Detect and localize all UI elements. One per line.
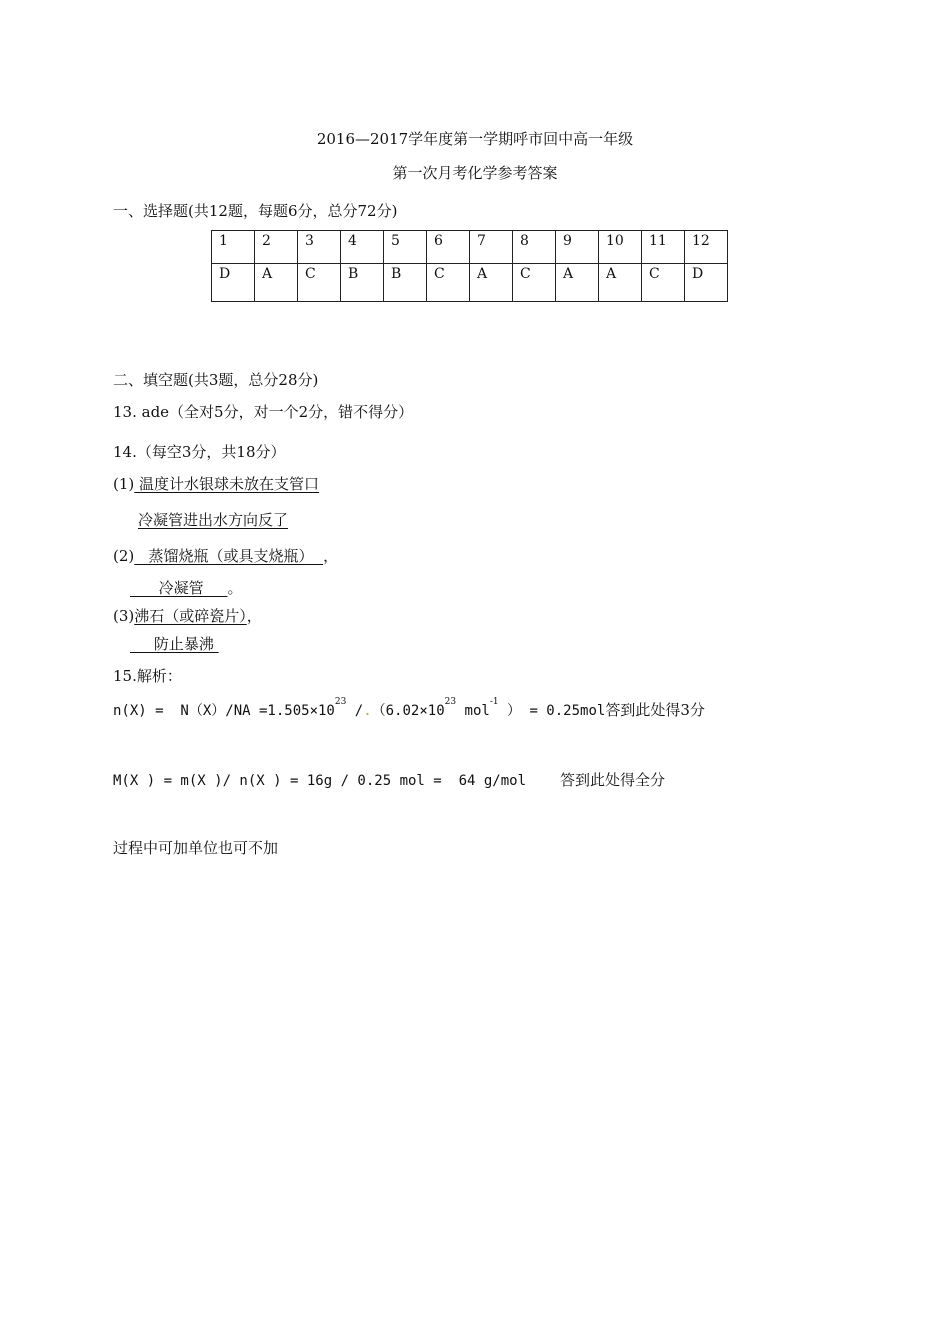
eq1-part4: mol — [456, 703, 490, 719]
eq1-part3: （6.02×10 — [371, 703, 445, 719]
eq1-dot: . — [363, 703, 372, 719]
table-cell: C — [513, 264, 556, 302]
q14-1-answer-b: 冷凝管进出水方向反了 — [138, 511, 289, 529]
table-cell: 4 — [341, 231, 384, 264]
question-15: 15.解析： — [113, 667, 182, 685]
table-cell: 10 — [599, 231, 642, 264]
question-13: 13. ade（全对5分，对一个2分，错不得分） — [113, 403, 414, 421]
table-cell: A — [470, 264, 513, 302]
q14-part-2 — [113, 545, 338, 566]
title-line-1: 2016—2017学年度第一学期呼市回中高一年级 — [316, 130, 634, 148]
table-cell: A — [255, 264, 298, 302]
eq1-part5: ） = 0.25mol — [498, 703, 606, 719]
q14-1-answer-a: 温度计水银球未放在支管口 — [134, 475, 320, 493]
title-line-2: 第一次月考化学参考答案 — [392, 164, 558, 182]
table-cell: 11 — [642, 231, 685, 264]
q14-2-answer-a: 蒸馏烧瓶（或具支烧瓶） — [134, 547, 324, 565]
q14-part-3-b — [130, 633, 219, 654]
eq1-part2: / — [346, 703, 364, 719]
q14-part-3 — [113, 605, 262, 626]
section-2-heading: 二、填空题(共3题，总分28分) — [113, 371, 319, 389]
table-cell: B — [384, 264, 427, 302]
table-cell: 9 — [556, 231, 599, 264]
footer-note: 过程中可加单位也可不加 — [113, 839, 279, 857]
table-cell: C — [298, 264, 341, 302]
table-cell: 6 — [427, 231, 470, 264]
table-row-numbers — [212, 231, 728, 264]
table-cell: 3 — [298, 231, 341, 264]
eq2-note: 答到此处得全分 — [560, 771, 666, 789]
q14-3-answer-b: 防止暴沸 — [130, 635, 219, 653]
table-cell: 7 — [470, 231, 513, 264]
equation-1 — [113, 699, 705, 720]
section-1-heading: 一、选择题(共12题，每题6分，总分72分) — [113, 202, 398, 220]
table-cell: 8 — [513, 231, 556, 264]
table-row-answers — [212, 264, 728, 302]
q14-1-prefix: (1) — [113, 475, 135, 493]
equation-2 — [113, 769, 665, 790]
table-cell: B — [341, 264, 384, 302]
q14-3-prefix: (3) — [113, 607, 135, 625]
table-cell: 1 — [212, 231, 255, 264]
table-cell: A — [556, 264, 599, 302]
eq1-exp3: -1 — [489, 697, 499, 707]
q14-3-answer-a: 沸石（或碎瓷片） — [134, 607, 247, 625]
question-14: 14.（每空3分，共18分） — [113, 443, 286, 461]
table-cell: C — [642, 264, 685, 302]
eq1-note: 答到此处得3分 — [605, 701, 705, 719]
q14-part-1-b — [138, 509, 288, 530]
table-cell: D — [685, 264, 728, 302]
q14-part-1 — [113, 473, 319, 494]
table-cell: 2 — [255, 231, 298, 264]
table-cell: D — [212, 264, 255, 302]
table-cell: A — [599, 264, 642, 302]
q14-2-prefix: (2) — [113, 547, 135, 565]
q14-part-2-b — [130, 577, 242, 598]
table-cell: 5 — [384, 231, 427, 264]
eq2-formula: M(X ) = m(X )/ n(X ) = 16g / 0.25 mol = 64 g/mol — [113, 773, 527, 789]
eq1-exp2: 23 — [444, 697, 457, 707]
q14-2-comma: ， — [323, 547, 339, 565]
eq1-part1: n(X) = N（X）/NA =1.505×10 — [113, 703, 335, 719]
answer-table — [211, 230, 728, 302]
q14-3-comma: ， — [246, 607, 262, 625]
table-cell: C — [427, 264, 470, 302]
q14-2-answer-b: 冷凝管 — [130, 579, 228, 597]
q14-2-period: 。 — [227, 579, 243, 597]
table-cell: 12 — [685, 231, 728, 264]
eq1-exp1: 23 — [334, 697, 347, 707]
